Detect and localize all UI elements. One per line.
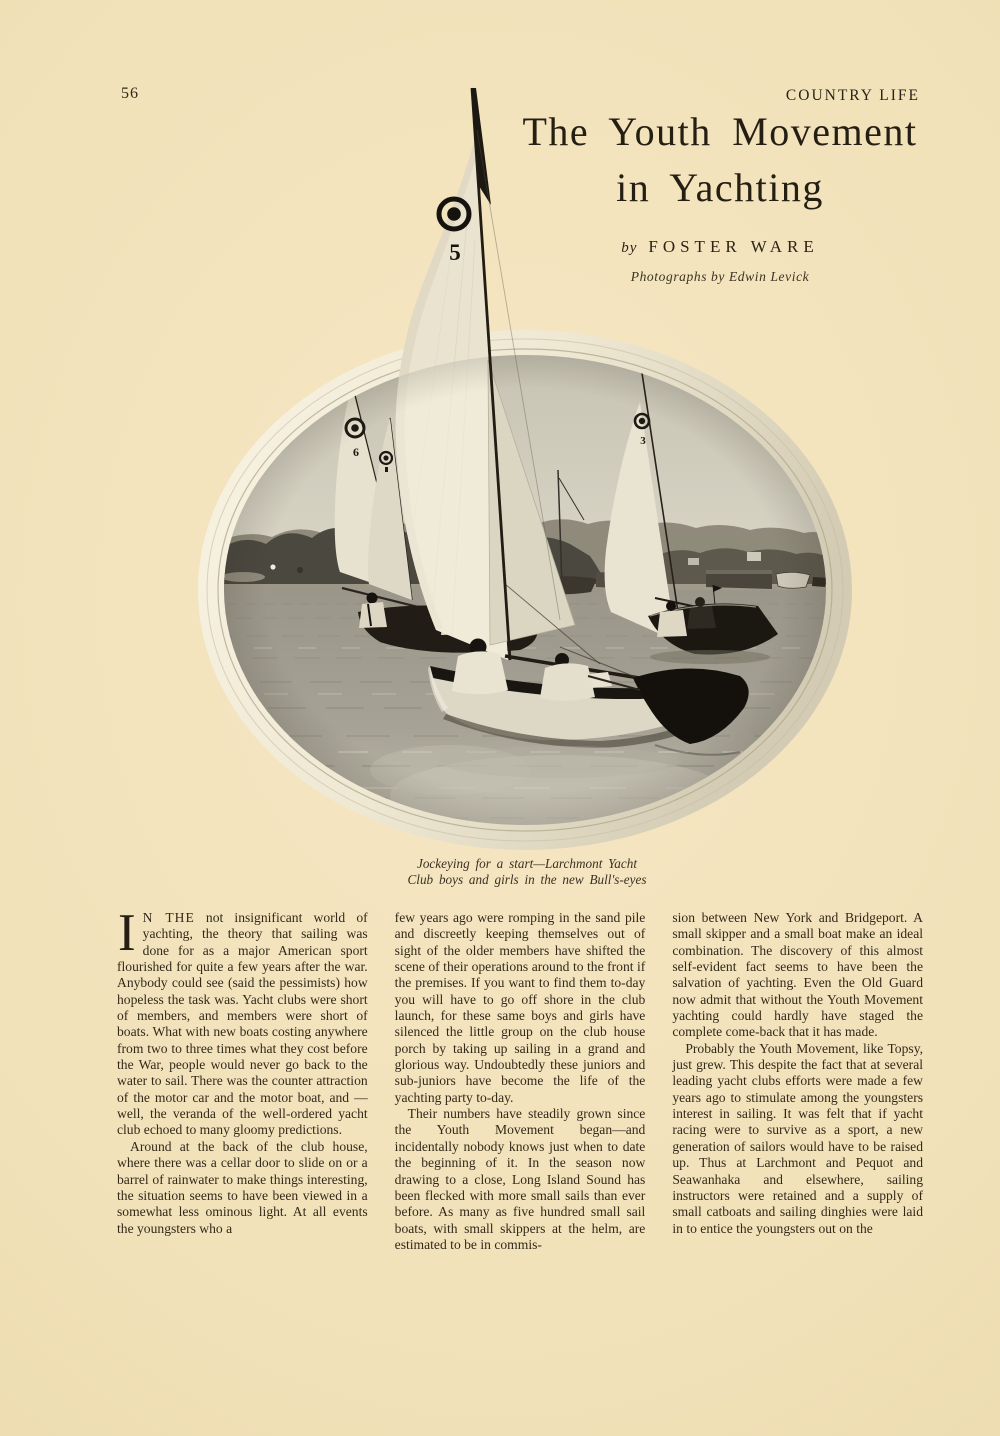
title-line-2: in Yachting [616, 165, 824, 210]
paragraph: sion between New York and Bridgeport. A small skipper and a small boat make an ideal combination. The discovery of this almost self-evident fact seems to have been the salvation of yachting. Even the Old Guard now admit that without the Youth Movement yachting could hardly have staged the complete come-back that it has made. [672, 910, 924, 1040]
paragraph-text: not insignificant world of yachting, the theory that sailing was done for as a major American sport flourished for quite a few years after the war. Anybody could see (said the pessimists) how hopeless the task was. Yacht clubs were short of members, and members were short of boats. What with new boats costing anywhere from two to three times what they cost before the War, people would never go back to the water to sail. There was the counter attraction of the motor car and the motor boat, and —well, the veranda of the well-ordered yacht club echoed to many gloomy predictions. [117, 910, 368, 1138]
photo-vignette [224, 355, 826, 825]
opening-caps: N THE [142, 910, 195, 925]
photo-foreground [224, 142, 826, 825]
drop-cap: I [118, 904, 136, 962]
caption-line-2: Club boys and girls in the new Bull's-eyes [407, 872, 647, 887]
column-2 [395, 910, 646, 1253]
paragraph: Probably the Youth Movement, like Topsy, just grew. This despite the fact that at several leading yacht clubs efforts were made a few years ago to stimulate among the youngsters interest in sailing. It was felt that if yacht racing were to survive as a sport, a new generation of sailors would have to be raised up. Thus at Larchmont and Pequot and Seawanhaka and elsewhere, sailing instructors were retained and a supply of small catboats and sailing dinghies were laid in to entice the youngsters out on the [672, 1040, 924, 1236]
column-3 [672, 910, 923, 1253]
caption-line-1: Jockeying for a start—Larchmont Yacht [416, 856, 637, 871]
byline-author: FOSTER WARE [648, 237, 819, 256]
paragraph: few years ago were romping in the sand pile and discreetly keeping themselves out of sight of the older members have shifted the scene of their operations around to the front if the premises. If you want to find them to-day you will have to go off shore in the club launch, for these same boys and girls have silenced the little group on the club house porch by taking up sailing in a grand and glorious way. Undoubtedly these juniors and sub-juniors have become the life of the yachting party to-day. [394, 910, 646, 1105]
paragraph [117, 904, 368, 1139]
paragraph: Their numbers have steadily grown since the Youth Movement began—and incidentally nobody knows just when to date the beginning of it. In the season now drawing to a close, Long Island Sound has been flecked with more small sails than ever before. As many as five hundred small sail boats, with small skippers at the helm, are estimated to be in commis- [394, 1106, 646, 1252]
center-sail-number: 5 [449, 240, 461, 265]
page-number: 56 [121, 85, 139, 102]
article-body [117, 904, 924, 1253]
paragraph: Around at the back of the club house, where there was a cellar door to slide on or a barrel of rainwater to make things interesting, the situation seems to have been viewed in a somewhat less ominous light. At all events the youngsters who a [117, 1138, 368, 1236]
byline-prefix: by [621, 240, 638, 256]
column-1 [117, 904, 368, 1253]
photo-caption [367, 856, 687, 888]
sailboat-photo [140, 80, 910, 860]
photo-credit: Photographs by Edwin Levick [630, 269, 810, 284]
title-line-1: The Youth Movement [522, 109, 918, 154]
masthead: COUNTRY LIFE [785, 87, 920, 104]
